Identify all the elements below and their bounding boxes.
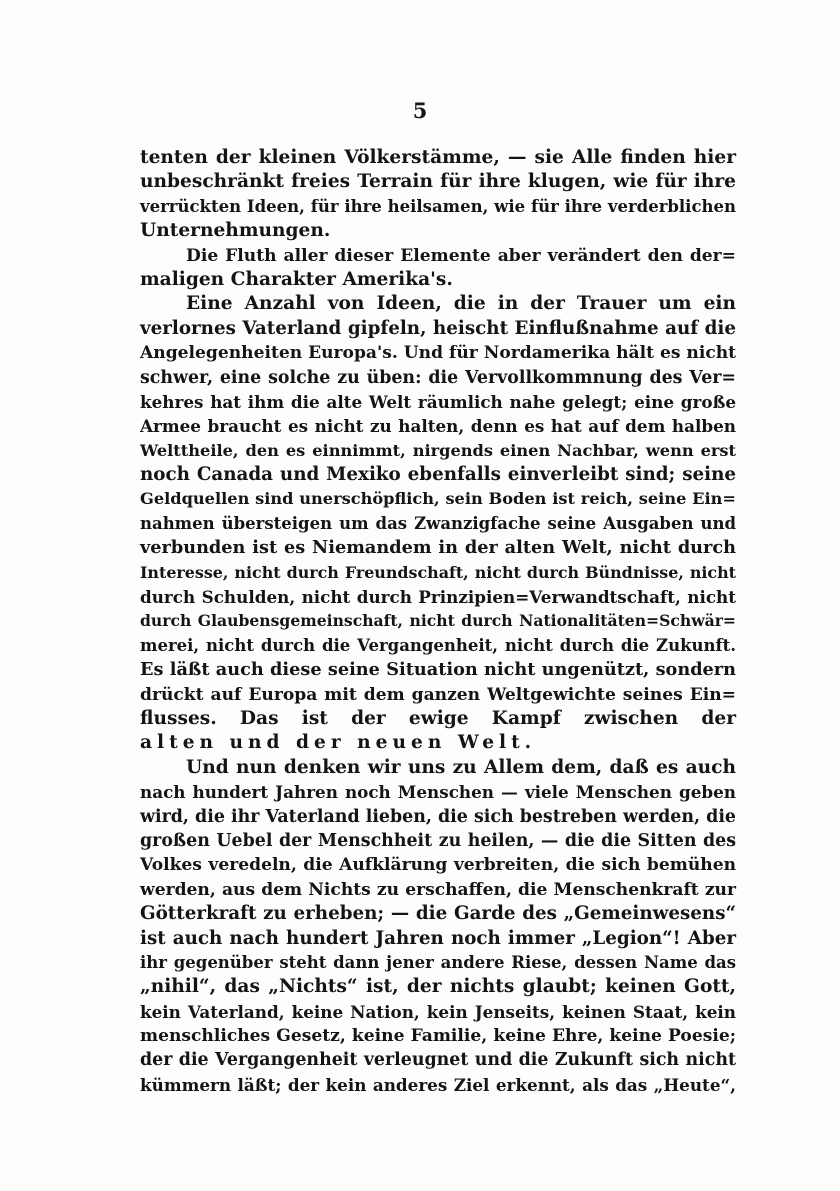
text-line: verbunden ist es Niemandem in der alten Welt, nicht durch bbox=[140, 537, 736, 559]
text-line: kein Vaterland, keine Nation, kein Jenseits, keinen Staat, kein bbox=[140, 1001, 736, 1022]
page-number: 5 bbox=[412, 98, 428, 123]
text-line: Und nun denken wir uns zu Allem dem, daß es auch bbox=[186, 756, 736, 778]
text-line: flusses. Das ist der ewige Kampf zwischen der bbox=[140, 707, 736, 729]
text-line: drückt auf Europa mit dem ganzen Weltgewichte seines Ein= bbox=[140, 684, 736, 705]
text-line: Götterkraft zu erheben; — die Garde des „Gemeinwesens“ bbox=[140, 903, 736, 925]
text-line: „nihil“, das „Nichts“ ist, der nichts glaubt; keinen Gott, bbox=[140, 976, 736, 998]
text-line: wird, die ihr Vaterland lieben, die sich bestreben werden, die bbox=[140, 806, 736, 827]
text-line: ihr gegenüber steht dann jener andere Riese, dessen Name das bbox=[140, 952, 736, 972]
text-line: menschliches Gesetz, keine Familie, keine Ehre, keine Poesie; bbox=[140, 1026, 736, 1047]
text-line: nahmen übersteigen um das Zwanzigfache seine Ausgaben und bbox=[140, 513, 736, 533]
text-line: tenten der kleinen Völkerstämme, — sie Alle finden hier bbox=[140, 147, 736, 168]
body-text bbox=[140, 146, 736, 1097]
text-line: der die Vergangenheit verleugnet und die Zukunft sich nicht bbox=[140, 1050, 736, 1071]
text-line: alten und der neuen Welt. bbox=[140, 732, 537, 754]
text-line: merei, nicht durch die Vergangenheit, nicht durch die Zukunft. bbox=[140, 635, 736, 655]
text-line: Welttheile, den es einnimmt, nirgends einen Nachbar, wenn erst bbox=[140, 440, 736, 460]
text-line: schwer, eine solche zu üben: die Vervollkommnung des Ver= bbox=[140, 367, 736, 388]
text-line: Interesse, nicht durch Freundschaft, nicht durch Bündnisse, nicht bbox=[140, 562, 736, 582]
text-line: Armee braucht es nicht zu halten, denn es hat auf dem halben bbox=[140, 416, 736, 437]
text-line: Unternehmungen. bbox=[140, 220, 331, 242]
text-line: maligen Charakter Amerika's. bbox=[140, 268, 453, 290]
text-line: verrückten Ideen, für ihre heilsamen, wie für ihre verderblichen bbox=[140, 196, 736, 216]
text-line: kehres hat ihm die alte Welt räumlich nahe gelegt; eine große bbox=[140, 391, 736, 412]
text-line: durch Schulden, nicht durch Prinzipien=Verwandtschaft, nicht bbox=[140, 587, 736, 608]
text-line: werden, aus dem Nichts zu erschaffen, die Menschenkraft zur bbox=[140, 879, 736, 900]
text-line: nach hundert Jahren noch Menschen — viele Menschen geben bbox=[140, 782, 736, 803]
text-line: Volkes veredeln, die Aufklärung verbreiten, die sich bemühen bbox=[140, 855, 736, 876]
text-line: Angelegenheiten Europa's. Und für Nordamerika hält es nicht bbox=[140, 343, 737, 364]
text-line: Geldquellen sind unerschöpflich, sein Boden ist reich, seine Ein= bbox=[140, 489, 736, 509]
text-line: großen Uebel der Menschheit zu heilen, — die die Sitten des bbox=[140, 830, 736, 851]
text-line: ist auch nach hundert Jahren noch immer „Legion“! Aber bbox=[140, 927, 736, 949]
text-line: Die Fluth aller dieser Elemente aber verändert den der= bbox=[186, 245, 736, 266]
text-line: durch Glaubensgemeinschaft, nicht durch Nationalitäten=Schwär= bbox=[140, 611, 736, 631]
text-line: unbeschränkt freies Terrain für ihre klugen, wie für ihre bbox=[140, 171, 736, 193]
text-line: noch Canada und Mexiko ebenfalls einverleibt sind; seine bbox=[140, 464, 736, 486]
text-line: Eine Anzahl von Ideen, die in der Trauer um ein bbox=[186, 293, 736, 315]
text-line: kümmern läßt; der kein anderes Ziel erkennt, als das „Heute“, bbox=[140, 1074, 736, 1095]
text-line: verlornes Vaterland gipfeln, heischt Einflußnahme auf die bbox=[140, 317, 736, 339]
text-line: Es läßt auch diese seine Situation nicht ungenützt, sondern bbox=[140, 659, 736, 681]
